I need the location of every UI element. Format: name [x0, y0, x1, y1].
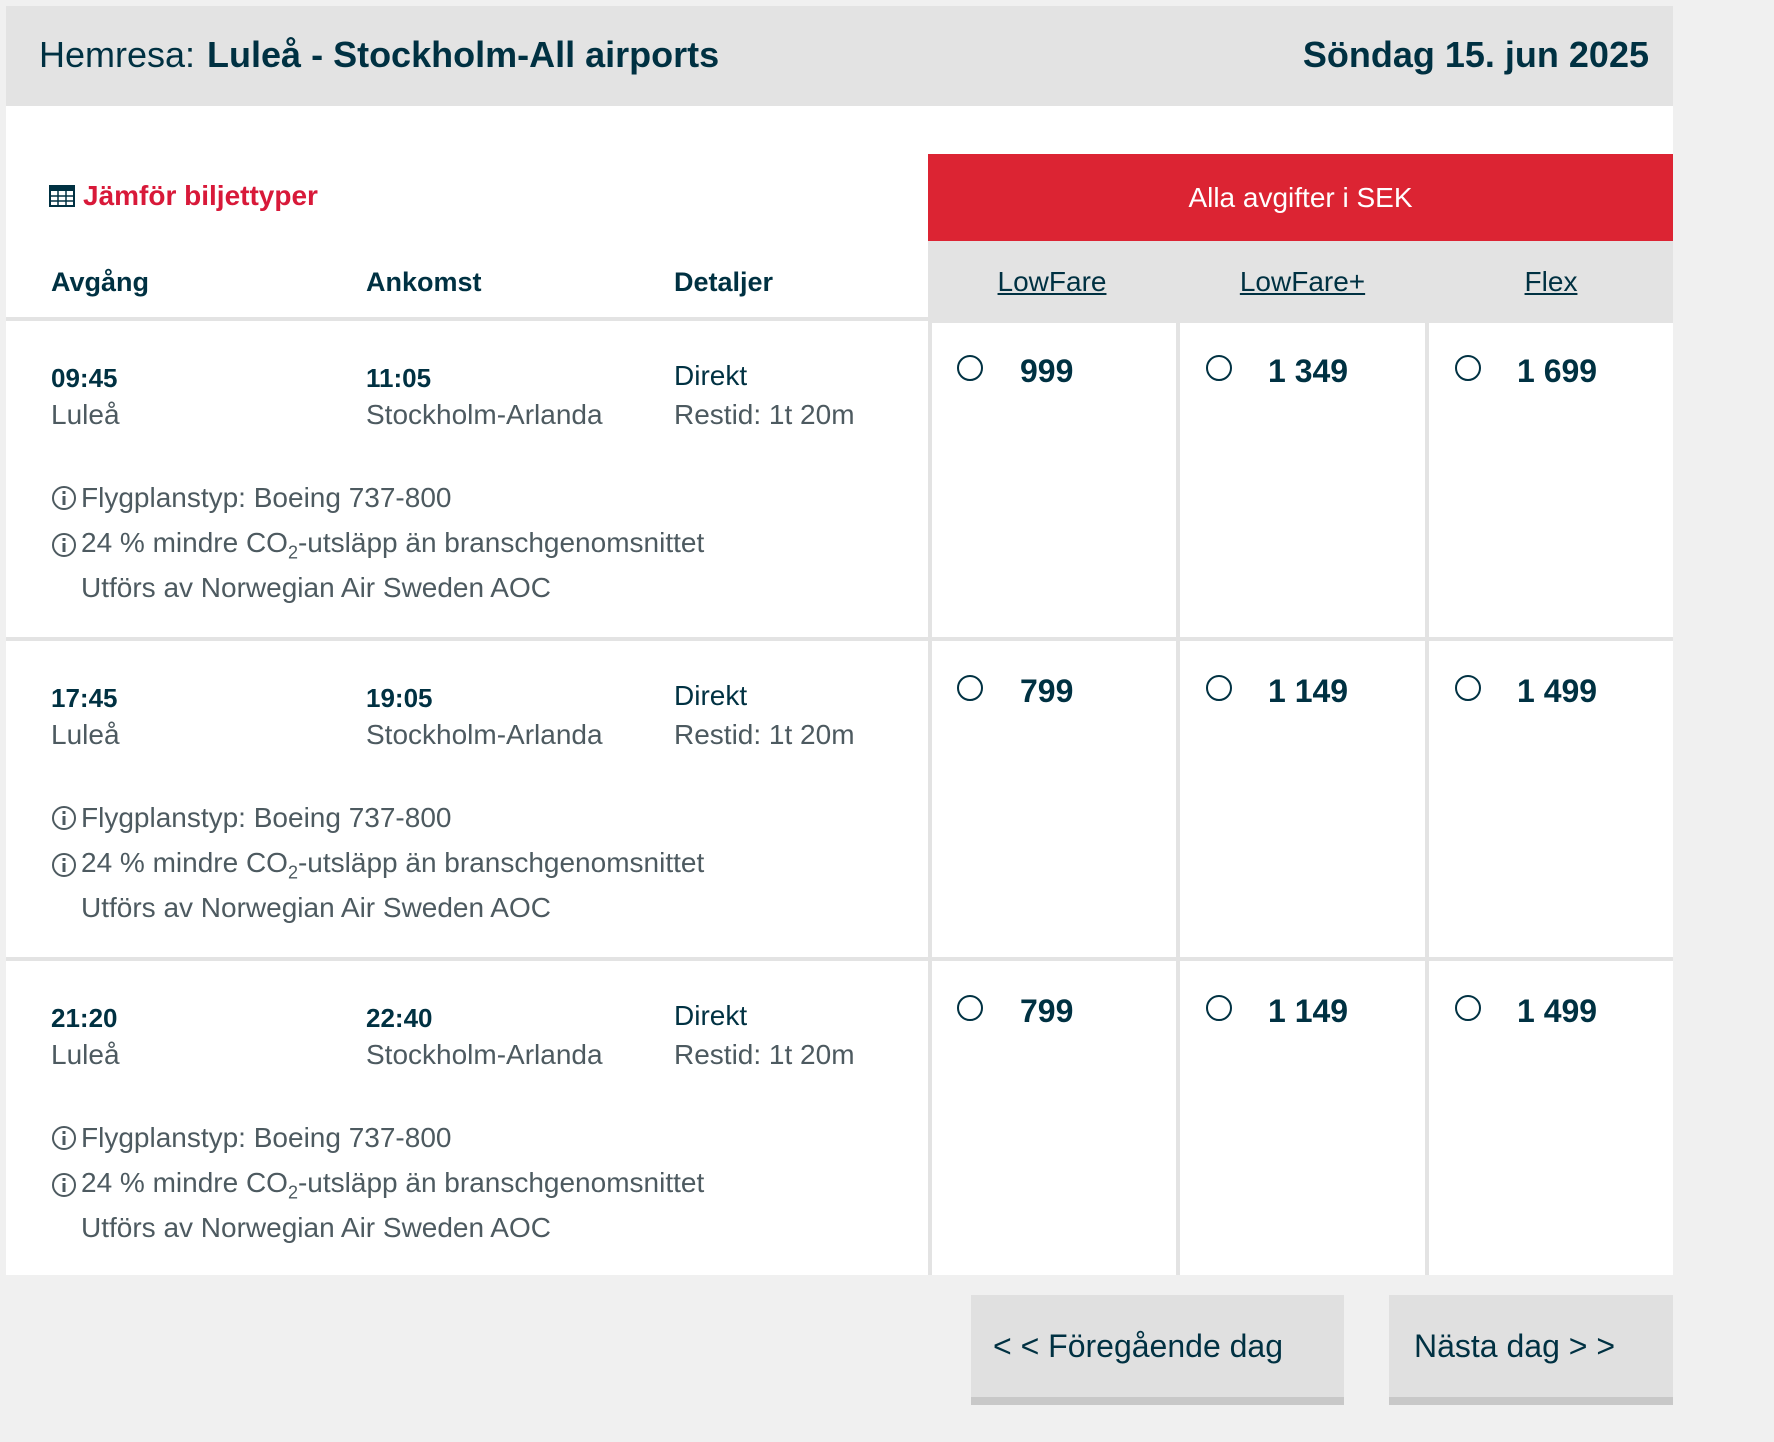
departure-city: Luleå [51, 719, 120, 750]
previous-day-button[interactable]: < < Föregående dag [971, 1295, 1344, 1405]
price-flex[interactable]: 1 699 [1517, 353, 1598, 389]
arrival-time: 19:05 [366, 683, 433, 713]
fare-radio-lowfare-plus[interactable] [1206, 675, 1232, 701]
aircraft-type: Flygplanstyp: Boeing 737-800 [81, 1122, 452, 1153]
price-lowfare[interactable]: 799 [1020, 993, 1074, 1029]
price-lowfare-plus[interactable]: 1 349 [1268, 353, 1349, 389]
fare-header-lowfare[interactable] [928, 241, 1176, 323]
co2-text [81, 527, 704, 564]
co2-info [51, 527, 704, 564]
co2-text [81, 847, 704, 884]
arrival-city: Stockholm-Arlanda [366, 719, 603, 750]
fare-radio-flex[interactable] [1455, 995, 1481, 1021]
info-icon[interactable] [51, 532, 77, 558]
column-departure: Avgång [51, 267, 150, 297]
operator: Utförs av Norwegian Air Sweden AOC [81, 572, 551, 603]
travel-duration: Restid: 1t 20m [674, 719, 855, 750]
fare-radio-flex[interactable] [1455, 675, 1481, 701]
flight-row [6, 961, 1673, 1277]
fare-radio-lowfare[interactable] [957, 675, 983, 701]
compare-fare-types-link[interactable] [49, 180, 318, 212]
departure-time: 21:20 [51, 1003, 118, 1033]
co2-text-pre: 24 % mindre CO [81, 527, 288, 558]
flight-row [6, 641, 1673, 957]
currency-banner: Alla avgifter i SEK [928, 154, 1673, 241]
info-icon[interactable] [51, 1172, 77, 1198]
price-lowfare-plus[interactable]: 1 149 [1268, 993, 1349, 1029]
info-icon[interactable] [51, 1125, 77, 1151]
fare-header-flex[interactable] [1429, 241, 1673, 323]
co2-subscript: 2 [287, 862, 298, 883]
aircraft-type: Flygplanstyp: Boeing 737-800 [81, 482, 452, 513]
info-icon[interactable] [51, 852, 77, 878]
fare-radio-lowfare-plus[interactable] [1206, 995, 1232, 1021]
departure-time: 09:45 [51, 363, 118, 393]
fare-radio-lowfare[interactable] [957, 355, 983, 381]
aircraft-type: Flygplanstyp: Boeing 737-800 [81, 802, 452, 833]
departure-city: Luleå [51, 399, 120, 430]
price-lowfare[interactable]: 799 [1020, 673, 1074, 709]
aircraft-info [51, 802, 451, 834]
trip-header [6, 6, 1673, 106]
fare-label-lowfare-plus[interactable]: LowFare+ [1239, 266, 1366, 297]
aircraft-info [51, 482, 451, 514]
co2-text-post: -utsläpp än branschgenomsnittet [297, 847, 705, 878]
fare-radio-lowfare[interactable] [957, 995, 983, 1021]
next-day-button[interactable]: Nästa dag > > [1389, 1295, 1673, 1405]
flight-type: Direkt [674, 1000, 748, 1031]
fare-header-lowfare-plus[interactable] [1180, 241, 1425, 323]
travel-duration: Restid: 1t 20m [674, 399, 855, 430]
co2-subscript: 2 [287, 1182, 298, 1203]
departure-city: Luleå [51, 1039, 120, 1070]
co2-text-pre: 24 % mindre CO [81, 1167, 288, 1198]
trip-date: Söndag 15. jun 2025 [1302, 34, 1649, 75]
travel-duration: Restid: 1t 20m [674, 1039, 855, 1070]
price-flex[interactable]: 1 499 [1517, 673, 1598, 709]
column-arrival: Ankomst [366, 267, 482, 297]
departure-time: 17:45 [51, 683, 118, 713]
flight-selection-panel [6, 6, 1673, 1275]
flight-type: Direkt [674, 680, 748, 711]
compare-link-label: Jämför biljettyper [83, 180, 318, 211]
flight-type: Direkt [674, 360, 748, 391]
info-icon[interactable] [51, 485, 77, 511]
aircraft-info [51, 1122, 451, 1154]
fare-label-flex[interactable]: Flex [1524, 266, 1578, 297]
trip-label: Hemresa: [39, 34, 196, 75]
operator: Utförs av Norwegian Air Sweden AOC [81, 1212, 551, 1243]
arrival-city: Stockholm-Arlanda [366, 399, 603, 430]
co2-info [51, 847, 704, 884]
flight-row [6, 321, 1673, 637]
co2-text [81, 1167, 704, 1204]
fare-radio-flex[interactable] [1455, 355, 1481, 381]
co2-subscript: 2 [287, 542, 298, 563]
arrival-time: 11:05 [366, 363, 432, 393]
fare-radio-lowfare-plus[interactable] [1206, 355, 1232, 381]
price-flex[interactable]: 1 499 [1517, 993, 1598, 1029]
co2-text-post: -utsläpp än branschgenomsnittet [297, 527, 705, 558]
price-lowfare[interactable]: 999 [1020, 353, 1074, 389]
operator: Utförs av Norwegian Air Sweden AOC [81, 892, 551, 923]
arrival-city: Stockholm-Arlanda [366, 1039, 603, 1070]
arrival-time: 22:40 [366, 1003, 433, 1033]
table-icon [49, 185, 75, 207]
trip-title [39, 34, 719, 76]
trip-route: Luleå - Stockholm-All airports [207, 34, 720, 75]
price-lowfare-plus[interactable]: 1 149 [1268, 673, 1349, 709]
fare-label-lowfare[interactable]: LowFare [997, 266, 1107, 297]
co2-text-post: -utsläpp än branschgenomsnittet [297, 1167, 705, 1198]
co2-text-pre: 24 % mindre CO [81, 847, 288, 878]
info-icon[interactable] [51, 805, 77, 831]
co2-info [51, 1167, 704, 1204]
column-details: Detaljer [674, 267, 774, 297]
